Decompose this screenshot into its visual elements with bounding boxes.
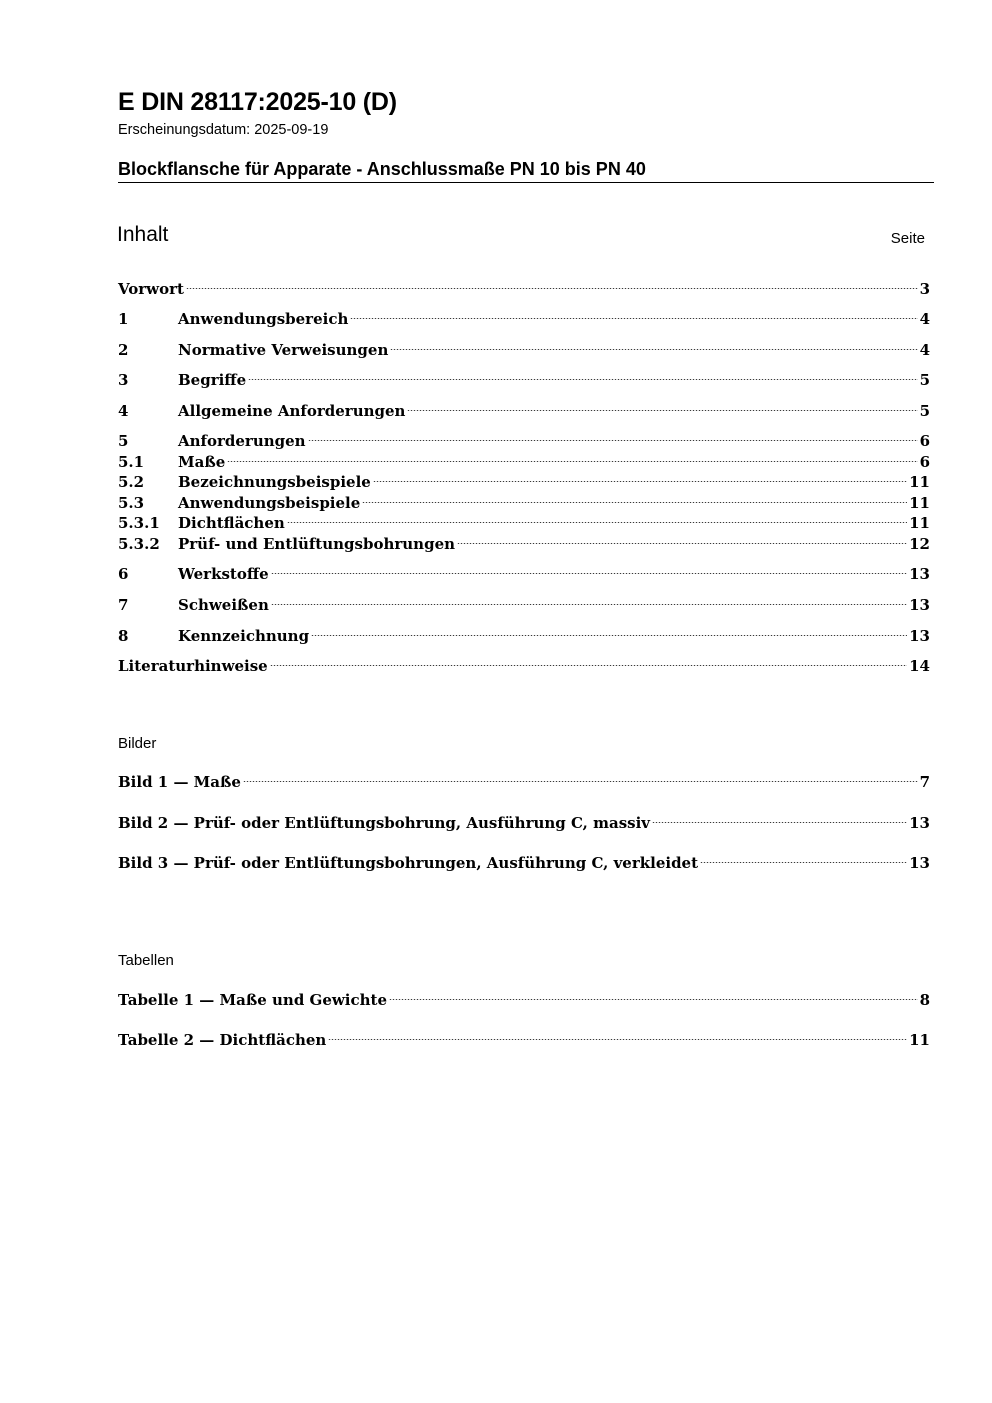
toc-entry-3[interactable]	[118, 371, 930, 389]
toc-entry-page: 12	[909, 535, 930, 553]
toc-entry-bibliography[interactable]	[118, 657, 930, 675]
dot-leader	[407, 407, 917, 413]
figure-entry-text: Bild 1 — Maße	[118, 773, 241, 791]
dot-leader	[700, 859, 907, 865]
toc-entry-number: 2	[118, 341, 129, 359]
toc-entry-page: 4	[919, 310, 930, 328]
title-divider	[118, 182, 934, 183]
tables-heading: Tabellen	[118, 952, 174, 969]
toc-entry-page: 3	[919, 280, 930, 298]
toc-entry-text: Literaturhinweise	[118, 657, 268, 675]
table-entry-text: Tabelle 1 — Maße und Gewichte	[118, 991, 388, 1009]
figures-heading: Bilder	[118, 735, 157, 752]
toc-entry-4[interactable]	[118, 402, 930, 420]
table-entry-page: 11	[909, 1031, 930, 1049]
toc-entry-page: 11	[909, 494, 930, 512]
document-title: Blockflansche für Apparate - Anschlussmaße PN 10 bis PN 40	[118, 159, 646, 179]
toc-entry-5[interactable]	[118, 432, 930, 450]
toc-entry-text: Bezeichnungsbeispiele	[178, 473, 371, 491]
dot-leader	[271, 601, 907, 607]
toc-entry-page: 5	[919, 402, 930, 420]
figure-entry-2[interactable]	[118, 814, 930, 832]
dot-leader	[308, 437, 918, 443]
toc-entry-text: Dichtflächen	[178, 514, 285, 532]
toc-entry-number: 5.2	[118, 473, 145, 491]
page-column-label: Seite	[890, 230, 925, 247]
toc-entry-text: Allgemeine Anforderungen	[178, 402, 406, 420]
dot-leader	[350, 315, 917, 321]
toc-entry-page: 11	[909, 514, 930, 532]
toc-entry-number: 3	[118, 371, 129, 389]
toc-entry-page: 6	[919, 432, 930, 450]
figure-entry-text: Bild 3 — Prüf- oder Entlüftungsbohrungen, Ausführung C, verkleidet	[118, 854, 699, 872]
toc-entry-page: 4	[919, 341, 930, 359]
toc-entry-8[interactable]	[118, 627, 930, 645]
dot-leader	[652, 819, 907, 825]
toc-entry-number: 5	[118, 432, 129, 450]
toc-entry-number: 1	[118, 310, 129, 328]
dot-leader	[271, 570, 907, 576]
dot-leader	[186, 285, 918, 291]
figure-entry-1[interactable]	[118, 773, 930, 791]
toc-entry-text: Maße	[178, 453, 226, 471]
dot-leader	[227, 458, 917, 464]
toc-entry-page: 14	[909, 657, 930, 675]
toc-entry-5-3-1[interactable]	[118, 514, 930, 532]
toc-entry-text: Anwendungsbereich	[178, 310, 349, 328]
toc-entry-page: 13	[909, 596, 930, 614]
dot-leader	[248, 376, 917, 382]
toc-entry-text: Anwendungsbeispiele	[178, 494, 361, 512]
toc-entry-number: 5.3.1	[118, 514, 160, 532]
dot-leader	[287, 519, 907, 525]
toc-entry-number: 5.3	[118, 494, 145, 512]
toc-entry-page: 5	[919, 371, 930, 389]
toc-entry-2[interactable]	[118, 341, 930, 359]
toc-entry-number: 5.3.2	[118, 535, 160, 553]
document-id: E DIN 28117:2025-10 (D)	[118, 88, 397, 116]
toc-entry-number: 6	[118, 565, 129, 583]
toc-entry-page: 13	[909, 627, 930, 645]
toc-entry-text: Anforderungen	[178, 432, 306, 450]
table-entry-1[interactable]	[118, 991, 930, 1009]
toc-entry-number: 4	[118, 402, 129, 420]
toc-entry-5-3-2[interactable]	[118, 535, 930, 553]
contents-heading: Inhalt	[117, 223, 169, 246]
toc-entry-page: 6	[919, 453, 930, 471]
toc-entry-text: Vorwort	[118, 280, 184, 298]
toc-entry-foreword[interactable]	[118, 280, 930, 298]
toc-entry-page: 11	[909, 473, 930, 491]
toc-entry-6[interactable]	[118, 565, 930, 583]
toc-entry-5-3[interactable]	[118, 494, 930, 512]
table-entry-page: 8	[919, 991, 930, 1009]
figure-entry-page: 13	[909, 814, 930, 832]
toc-entry-number: 5.1	[118, 453, 145, 471]
figure-entry-text: Bild 2 — Prüf- oder Entlüftungsbohrung, Ausführung C, massiv	[118, 814, 651, 832]
dot-leader	[243, 778, 918, 784]
toc-entry-text: Kennzeichnung	[178, 627, 310, 645]
dot-leader	[270, 662, 907, 668]
figure-entry-page: 13	[909, 854, 930, 872]
dot-leader	[389, 996, 918, 1002]
dot-leader	[373, 478, 907, 484]
toc-entry-text: Begriffe	[178, 371, 247, 389]
toc-entry-text: Schweißen	[178, 596, 269, 614]
figure-entry-page: 7	[919, 773, 930, 791]
dot-leader	[457, 540, 907, 546]
toc-entry-text: Prüf- und Entlüftungsbohrungen	[178, 535, 456, 553]
figure-entry-3[interactable]	[118, 854, 930, 872]
table-entry-2[interactable]	[118, 1031, 930, 1049]
toc-entry-1[interactable]	[118, 310, 930, 328]
publication-date: Erscheinungsdatum: 2025-09-19	[118, 122, 329, 138]
toc-entry-5-1[interactable]	[118, 453, 930, 471]
dot-leader	[311, 632, 907, 638]
toc-entry-text: Normative Verweisungen	[178, 341, 389, 359]
toc-entry-7[interactable]	[118, 596, 930, 614]
dot-leader	[390, 346, 917, 352]
dot-leader	[362, 499, 907, 505]
toc-entry-5-2[interactable]	[118, 473, 930, 491]
toc-entry-text: Werkstoffe	[178, 565, 269, 583]
dot-leader	[328, 1036, 907, 1042]
toc-entry-page: 13	[909, 565, 930, 583]
toc-entry-number: 8	[118, 627, 129, 645]
table-entry-text: Tabelle 2 — Dichtflächen	[118, 1031, 327, 1049]
toc-entry-number: 7	[118, 596, 129, 614]
